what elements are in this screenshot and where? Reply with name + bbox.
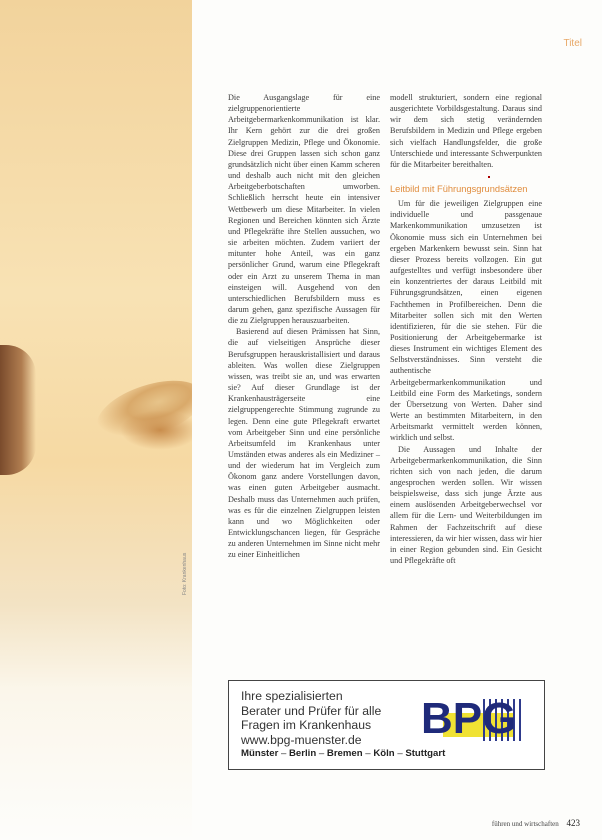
separator: –: [365, 748, 371, 759]
photo-paper-fold: [120, 410, 192, 450]
ad-url[interactable]: www.bpg-muenster.de: [241, 732, 362, 747]
page-number: 423: [566, 818, 580, 828]
logo-stripe: [519, 699, 521, 741]
ad-line: Berater und Prüfer für alle: [241, 703, 382, 718]
section-label: Titel: [563, 38, 582, 49]
photo-credit: Foto: Krankenhaus: [182, 552, 188, 595]
journal-name: führen und wirtschaften: [491, 820, 559, 828]
paragraph: Die Ausgangslage für eine zielgruppenorientierte Arbeitgebermarkenkommunikation ist klar. Ihr Kern gehört zur die drei großen Zielgruppen Medizin, Pflege und Ökonomie. Diese drei Gruppen lassen sich schon ganz grundsätzlich nicht über einen Kamm scheren und deshalb auch nicht mit den gleichen Arbeitgeberbotschaften umworben. Schließlich herrscht heute ein intensiver Wettbewerb um diese Mitarbeiter. In vielen Regionen und Bereichen könnten sich Ärzte und Pflegekräfte ihre Stellen aussuchen, wo sie arbeiten möchten. Zudem variiert der mitunter hohe Anteil, was ein ganz persönlicher Grund, warum eine Pflegekraft oder ein Arzt zu unserem Thema in man einsteigen will. Ausgehend von den unterschiedlichen Berufsbildern muss es darum gehen, ganz spezifische Aussagen für die zu Zielgruppen herauszuarbeiten.: [228, 93, 380, 326]
header-photo: [0, 0, 192, 840]
separator: –: [280, 748, 287, 759]
city: Bremen: [326, 748, 363, 759]
paragraph: Um für die jeweiligen Zielgruppen eine individuelle und passgenaue Markenkommunikation umzusetzen ist Ökonomie muss sich ein Unternehmen bei ergeben Markenkern bewusst sein. Sinn hat dieser Prozess bereits vollzogen. Ein gut aufgestelltes und verfügt insbesondere über ein konzentriertes der daraus Leitbild mit Führungsgrundsätzen, einen eigenen Fachthemen in Profilbereichen. Denn die Mitarbeiter sollen sich mit den Werten identifizieren, für die sie stehen. Für die Positionierung der Arbeitgebermarke ist dieses Instrument ein wichtiges Element des Selbstverständnisses. Sinn versteht die authentische Arbeitgebermarkenkommunikation und Leitbild eine Form des Marketings, sondern der Übersetzung von Werten. Daher sind Werte an bestimmten Mitarbeitern, in den Arbeitsmarkt vermittelt werden können, wirklich und selbst.: [390, 199, 542, 443]
article-column-2: [390, 92, 542, 566]
page-footer: [492, 818, 580, 828]
divider-dot: [488, 176, 490, 178]
article-column-1: [228, 92, 380, 561]
city: Stuttgart: [405, 748, 446, 759]
photo-shadow: [0, 345, 36, 475]
ad-line: Ihre spezialisierten: [241, 689, 343, 703]
city: Köln: [373, 748, 395, 759]
city: Berlin: [289, 748, 317, 759]
paragraph: modell strukturiert, sondern eine regional ausgerichtete Vorbildsgestaltung. Daraus sind wir dem sich stetig verändernden Berufsbildern in Medizin und Pflege ergeben sich vielfach Handlungsfelder, die große Unterschiede und interessante Schwerpunkten für die Mitarbeiter bereithalten.: [390, 93, 542, 169]
advertisement-bpg[interactable]: [228, 680, 545, 770]
separator: –: [318, 748, 325, 759]
paragraph: Basierend auf diesen Prämissen hat Sinn, die auf vielseitigen Ansprüche dieser Berufsgruppen herauskristallisiert und daraus ableiten. Was wollen diese Zielgruppen wissen, was treibt sie an, und was erwarten sie? Auf dieser Grundlage ist der Krankenhausträgerseite eine zielgruppengerechte Stimmung zugrunde zu legen. Denn eine gute Pflegekraft erwartet vom Arbeitgeber Sinn und eine persönliche Arbeitsumfeld im Krankenhaus unter Umständen etwas anderes als ein Mediziner – und der wiederum hat im Vergleich zum Ökonom ganz andere Vorstellungen davon, was einen guten Arbeitgeber ausmacht. Deshalb muss das Unternehmen auch prüfen, was es für die einzelnen Zielgruppen leisten kann und wo Möglichkeiten oder Entwicklungschancen liegen, für Gespräche zu anderen Unternehmen im Sinne nicht mehr zu einer Einheitlichen: [228, 327, 380, 560]
paragraph: Die Aussagen und Inhalte der Arbeitgebermarkenkommunikation, die Sinn richten sich von nach jeden, die darum angesprochen werden sollen. Wir wissen beispielsweise, dass sich junge Ärzte aus einem auslösenden Arbeitgeberwechsel vor allem für die Lern- und Weiterbildungen im Rahmen der Fachzeitschrift auf diese interessieren, da wir hier wissen, dass wir hier in einer Region gebunden sind. Ein Gesicht und Pflegekräfte oft: [390, 444, 542, 566]
city: Münster: [241, 748, 279, 759]
ad-cities: [241, 748, 445, 759]
logo-letters: BPG: [421, 694, 517, 743]
subheading: Leitbild mit Führungsgrundsätzen: [390, 184, 528, 195]
ad-text: [241, 689, 381, 747]
bpg-logo: [419, 695, 537, 743]
separator: –: [397, 748, 403, 759]
ad-line: Fragen im Krankenhaus: [241, 718, 372, 732]
